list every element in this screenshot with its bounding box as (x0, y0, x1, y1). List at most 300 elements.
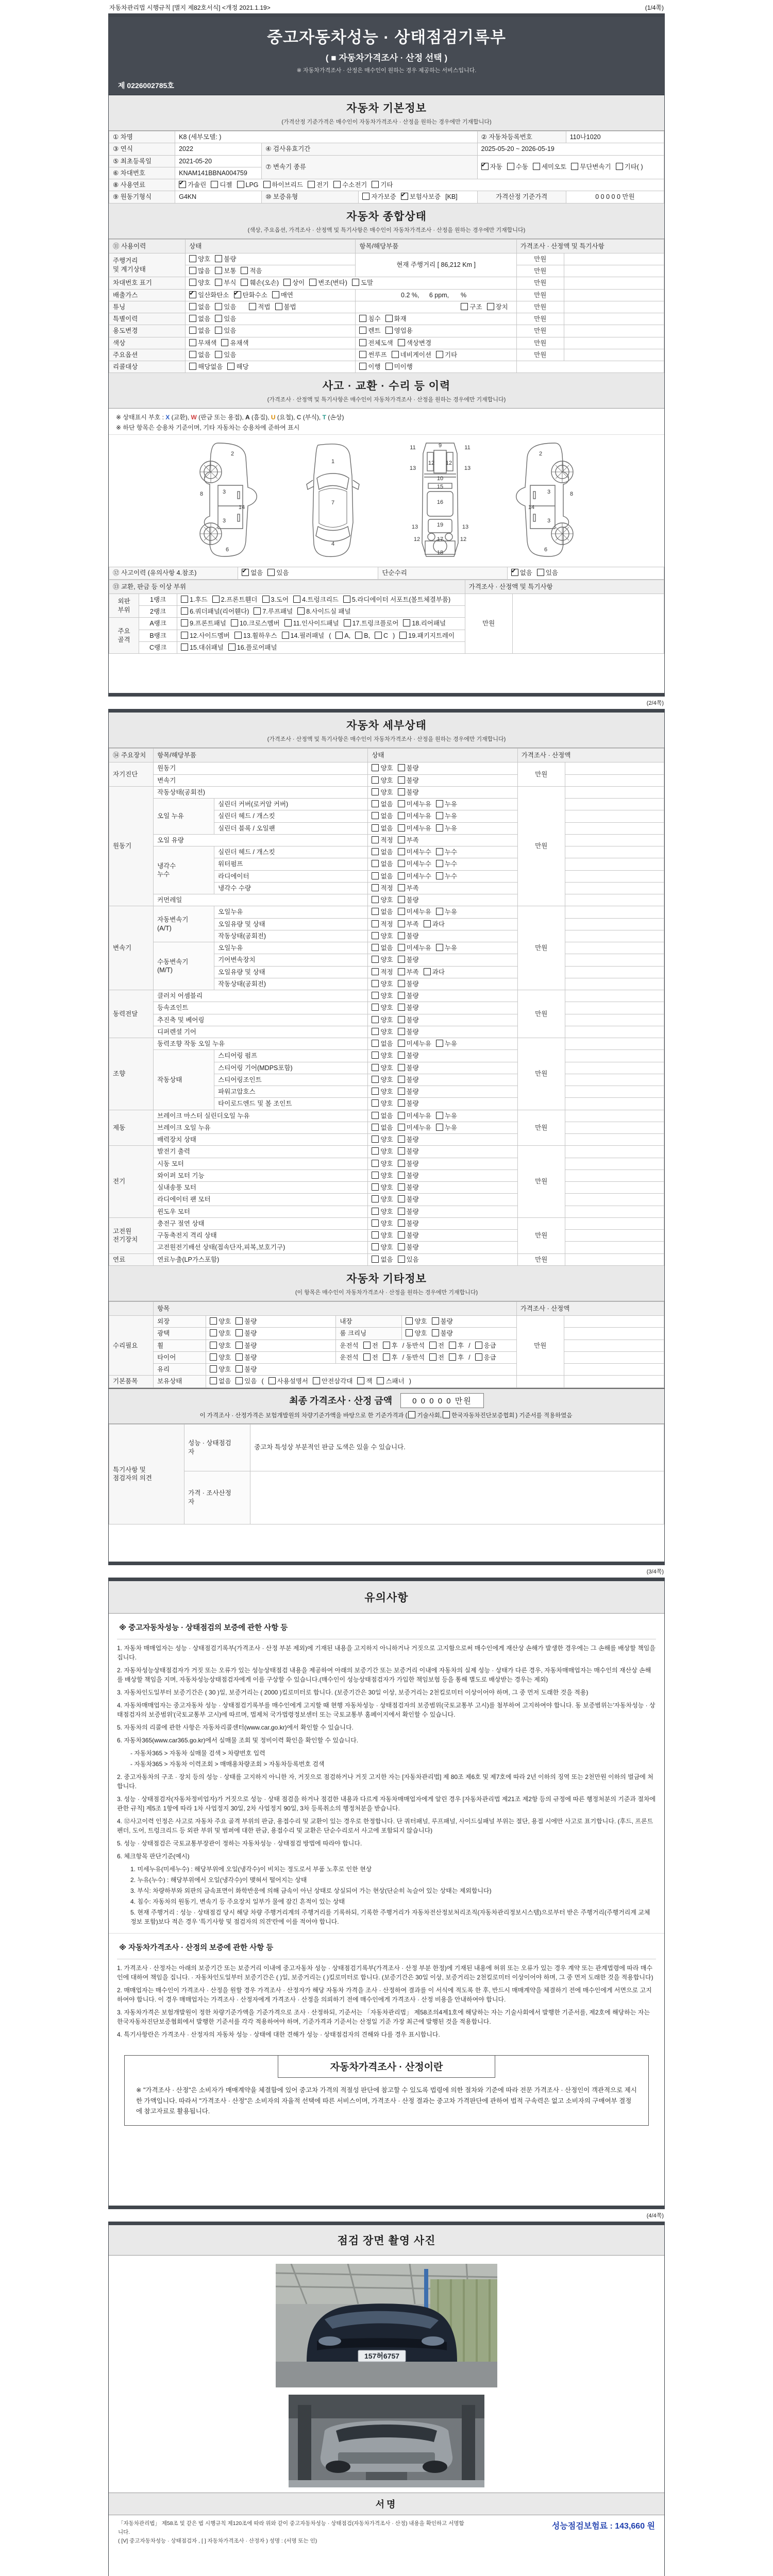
checkbox[interactable] (372, 1147, 379, 1155)
checkbox[interactable] (398, 956, 405, 963)
checkbox[interactable] (398, 1124, 405, 1131)
checkbox[interactable] (309, 279, 316, 286)
checkbox[interactable] (352, 279, 359, 286)
checkbox[interactable] (398, 1099, 405, 1107)
checkbox[interactable] (398, 1243, 405, 1250)
cell: 타이어 (154, 1351, 206, 1363)
checkbox-option (398, 339, 431, 347)
checkbox[interactable] (372, 1099, 379, 1107)
checkbox[interactable] (398, 920, 405, 927)
checkbox[interactable] (234, 291, 241, 298)
checkbox[interactable] (362, 193, 369, 200)
checkbox[interactable] (398, 1147, 405, 1155)
checkbox[interactable] (406, 1317, 413, 1325)
checkbox-label: 16.플로어패널 (237, 643, 277, 651)
checkbox[interactable] (372, 1064, 379, 1071)
checkbox[interactable] (383, 1353, 390, 1361)
checkbox[interactable] (398, 1195, 405, 1202)
checkbox[interactable] (372, 1028, 379, 1035)
checkbox[interactable] (436, 812, 443, 819)
checkbox-label: 사용설명서 (277, 1378, 309, 1385)
cell: 용도변경 (109, 325, 186, 337)
checkbox[interactable] (372, 1004, 379, 1011)
photos-band (109, 2225, 664, 2256)
cell (565, 882, 664, 894)
checkbox[interactable] (189, 291, 196, 298)
checkbox[interactable] (429, 1353, 436, 1361)
checkbox[interactable] (210, 1377, 217, 1384)
checkbox[interactable] (372, 1088, 379, 1095)
checkbox[interactable] (189, 339, 196, 346)
checkbox[interactable] (571, 163, 578, 170)
checkbox[interactable] (372, 1243, 379, 1250)
checkbox[interactable] (263, 181, 271, 188)
checkbox-option (398, 1028, 419, 1036)
checkbox[interactable] (215, 267, 222, 274)
cell (564, 289, 664, 301)
checkbox[interactable] (372, 884, 379, 891)
notice-item: 3. 성능 · 상태점검자(자동차정비업자)가 거짓으로 성능 · 상태 점검을 하거나 점검한 내용과 다르게 자동차매매업자에게 알린 경우 [자동차관리법 제21조 제2항 등의 규정에 따른 행정처분의 기준과 절차에 관한 규칙] 제5조 1항에 따라 1차 사업정지 30일, 2차 사업정지 90일, 3차 등록취소의 행정처분을 받습니다. (117, 1795, 656, 1812)
checkbox[interactable] (398, 1016, 405, 1023)
checkbox[interactable] (355, 632, 362, 639)
checkbox[interactable] (398, 1004, 405, 1011)
checkbox[interactable] (236, 1365, 243, 1372)
checkbox-label: 누유 (444, 1112, 458, 1120)
checkbox-option (355, 632, 370, 640)
checkbox[interactable] (215, 303, 222, 310)
checkbox[interactable] (241, 267, 248, 274)
text-token: 이 가격조사 · 산정가격은 보험개발원의 차량기준가액을 바탕으로 한 기준가격과 ( (199, 1412, 408, 1419)
checkbox-option (533, 163, 566, 171)
checkbox[interactable] (359, 315, 366, 322)
checkbox[interactable] (210, 1353, 217, 1361)
checkbox[interactable] (398, 1112, 405, 1119)
checkbox[interactable] (424, 968, 431, 975)
basic-info-title: 자동차 기본정보 (346, 103, 427, 114)
checkbox[interactable] (398, 1064, 405, 1071)
checkbox[interactable] (372, 181, 379, 188)
cell: 작동상태(공회전) (154, 786, 368, 798)
checkbox[interactable] (181, 596, 188, 603)
cell: 제동 (109, 1110, 154, 1146)
checkbox-label: 없음 (380, 872, 393, 880)
checkbox[interactable] (181, 632, 188, 639)
checkbox-option (398, 860, 431, 868)
checkbox[interactable] (449, 1342, 456, 1349)
checkbox[interactable] (537, 569, 544, 576)
checkbox[interactable] (236, 1317, 243, 1325)
rule-reference: 자동차관리법 시행규칙 [별지 제82호서식] <개정 2021.1.19> (109, 4, 271, 11)
checkbox[interactable] (372, 1124, 379, 1131)
checkbox[interactable] (408, 1411, 415, 1418)
checkbox[interactable] (399, 632, 407, 639)
checkbox[interactable] (377, 1377, 384, 1384)
checkbox[interactable] (372, 872, 379, 879)
checkbox[interactable] (372, 968, 379, 975)
text-token: 6 ppm, (424, 291, 449, 299)
checkbox[interactable] (398, 1183, 405, 1191)
checkbox[interactable] (210, 1329, 217, 1336)
checkbox[interactable] (436, 848, 443, 855)
legend-segment: ※ 상태표시 부호 : (116, 414, 166, 421)
checkbox[interactable] (475, 1342, 482, 1349)
checkbox[interactable] (333, 181, 341, 188)
checkbox[interactable] (507, 163, 514, 170)
checkbox-label: 전기 (316, 181, 329, 189)
cell: 0 0 0 0 0 만원 (566, 191, 664, 203)
checkbox[interactable] (189, 279, 196, 286)
checkbox[interactable] (210, 1365, 217, 1372)
checkbox[interactable] (335, 632, 343, 639)
checkbox-option (436, 812, 457, 820)
checkbox[interactable] (616, 163, 623, 170)
checkbox[interactable] (272, 291, 279, 298)
checkbox[interactable] (398, 1208, 405, 1215)
checkbox[interactable] (189, 303, 196, 310)
form-table (109, 1424, 664, 1524)
checkbox[interactable] (449, 1353, 456, 1361)
checkbox[interactable] (424, 920, 431, 927)
checkbox-label: 부족 (406, 920, 419, 928)
checkbox[interactable] (275, 303, 282, 310)
checkbox[interactable] (398, 1160, 405, 1167)
cell (564, 301, 664, 313)
checkbox[interactable] (372, 1256, 379, 1263)
checkbox[interactable] (249, 303, 256, 310)
cell: 연료누출(LP가스포함) (154, 1253, 368, 1265)
page-number-4: (4/4쪽) (646, 2213, 664, 2219)
table-row (109, 337, 664, 349)
checkbox[interactable] (372, 1231, 379, 1239)
checkbox[interactable] (363, 1353, 371, 1361)
checkbox[interactable] (383, 1342, 390, 1349)
table-row (109, 1351, 664, 1363)
cell (186, 265, 356, 277)
checkbox[interactable] (372, 824, 379, 832)
checkbox[interactable] (436, 351, 443, 358)
checkbox[interactable] (242, 569, 249, 576)
checkbox-option (210, 1329, 231, 1337)
checkbox-label: 화재 (394, 315, 407, 323)
checkbox[interactable] (398, 1219, 405, 1227)
checkbox-option (189, 291, 229, 299)
checkbox[interactable] (372, 800, 379, 807)
cell (565, 822, 664, 834)
checkbox[interactable] (359, 363, 366, 370)
checkbox[interactable] (215, 255, 222, 262)
checkbox[interactable] (375, 632, 382, 639)
cell (565, 1230, 664, 1242)
checkbox[interactable] (398, 776, 405, 784)
checkbox-option (398, 848, 431, 856)
cell (250, 1471, 664, 1524)
checkbox[interactable] (487, 303, 494, 310)
checkbox[interactable] (406, 1329, 413, 1336)
cell (368, 1050, 517, 1062)
checkbox[interactable] (283, 279, 291, 286)
checkbox[interactable] (372, 944, 379, 951)
checkbox[interactable] (481, 163, 489, 170)
checkbox[interactable] (385, 327, 393, 334)
table-row (109, 906, 664, 918)
checkbox-option (398, 1088, 419, 1096)
checkbox[interactable] (297, 607, 305, 615)
cell: 항목 (154, 1301, 517, 1315)
checkbox[interactable] (511, 569, 518, 576)
checkbox-label: 불량 (406, 1172, 419, 1179)
checkbox-label: 기타( ) (624, 163, 643, 171)
checkbox[interactable] (372, 1195, 379, 1202)
checkbox[interactable] (392, 351, 399, 358)
checkbox[interactable] (189, 351, 196, 358)
checkbox[interactable] (398, 884, 405, 891)
checkbox[interactable] (236, 1329, 243, 1336)
table-row (109, 1206, 664, 1217)
checkbox[interactable] (398, 836, 405, 843)
cell (565, 1050, 664, 1062)
checkbox[interactable] (436, 824, 443, 832)
checkbox[interactable] (357, 1377, 364, 1384)
checkbox[interactable] (372, 1172, 379, 1179)
checkbox[interactable] (308, 181, 315, 188)
checkbox[interactable] (372, 1208, 379, 1215)
license-plate: 157허6757 (364, 2352, 400, 2360)
checkbox[interactable] (398, 1256, 405, 1263)
checkbox[interactable] (313, 1377, 320, 1384)
checkbox-label: 많음 (198, 267, 211, 275)
checkbox[interactable] (436, 1124, 443, 1131)
table-row (109, 1316, 664, 1328)
cell (177, 630, 465, 641)
checkbox[interactable] (189, 363, 196, 370)
checkbox[interactable] (398, 1076, 405, 1083)
checkbox[interactable] (262, 596, 270, 603)
checkbox[interactable] (181, 643, 188, 651)
checkbox[interactable] (372, 1183, 379, 1191)
checkbox[interactable] (533, 163, 540, 170)
checkbox[interactable] (211, 181, 218, 188)
checkbox[interactable] (398, 788, 405, 795)
checkbox[interactable] (398, 1136, 405, 1143)
checkbox[interactable] (293, 596, 300, 603)
checkbox[interactable] (398, 1040, 405, 1047)
checkbox[interactable] (398, 944, 405, 951)
checkbox[interactable] (398, 908, 405, 915)
checkbox[interactable] (231, 619, 238, 626)
checkbox-option (263, 181, 303, 189)
checkbox[interactable] (398, 980, 405, 987)
checkbox[interactable] (372, 1016, 379, 1023)
checkbox[interactable] (215, 279, 222, 286)
cell (368, 1217, 517, 1229)
text-token: 0.2 %, (401, 291, 419, 299)
checkbox[interactable] (210, 1342, 217, 1349)
checkbox[interactable] (359, 339, 366, 346)
checkbox[interactable] (398, 764, 405, 771)
checkbox-label: 1.후드 (190, 596, 208, 603)
checkbox[interactable] (372, 1040, 379, 1047)
checkbox[interactable] (372, 1219, 379, 1227)
checkbox[interactable] (372, 764, 379, 771)
checkbox[interactable] (436, 1040, 443, 1047)
checkbox[interactable] (475, 1353, 482, 1361)
checkbox-option (429, 1353, 444, 1362)
checkbox[interactable] (372, 1136, 379, 1143)
checkbox-option (189, 267, 210, 275)
checkbox[interactable] (372, 1076, 379, 1083)
checkbox[interactable] (443, 1411, 450, 1418)
cell: 조향 (109, 1038, 154, 1110)
checkbox[interactable] (210, 1317, 217, 1325)
cell (336, 1351, 516, 1363)
checkbox[interactable] (359, 327, 366, 334)
checkbox-label: 18.리어패널 (412, 620, 446, 628)
checkbox[interactable] (268, 1377, 276, 1384)
checkbox[interactable] (398, 1231, 405, 1239)
checkbox[interactable] (189, 315, 196, 322)
checkbox[interactable] (372, 956, 379, 963)
checkbox[interactable] (344, 619, 351, 626)
table-row (109, 253, 664, 265)
notice-item: 6. 체크항목 판단기준(예시) (117, 1853, 190, 1860)
checkbox[interactable] (179, 181, 186, 188)
checkbox[interactable] (398, 1088, 405, 1095)
checkbox-option (398, 1064, 419, 1072)
cell: 만원 (517, 762, 565, 787)
checkbox[interactable] (436, 860, 443, 867)
checkbox[interactable] (181, 619, 188, 626)
checkbox[interactable] (398, 1172, 405, 1179)
checkbox[interactable] (461, 303, 468, 310)
checkbox[interactable] (215, 315, 222, 322)
checkbox-label: 일산화탄소 (198, 291, 229, 299)
checkbox[interactable] (398, 992, 405, 999)
checkbox[interactable] (429, 1342, 436, 1349)
checkbox[interactable] (221, 339, 228, 346)
checkbox[interactable] (385, 363, 393, 370)
checkbox[interactable] (398, 1052, 405, 1059)
checkbox-option (227, 363, 248, 371)
checkbox[interactable] (372, 788, 379, 795)
cell (565, 1242, 664, 1253)
checkbox[interactable] (215, 327, 222, 334)
checkbox[interactable] (436, 944, 443, 951)
checkbox[interactable] (432, 1329, 439, 1336)
checkbox[interactable] (436, 908, 443, 915)
checkbox[interactable] (401, 193, 408, 200)
checkbox[interactable] (189, 327, 196, 334)
text-token: / 동반석 (402, 1353, 425, 1361)
cell (186, 277, 517, 289)
checkbox[interactable] (363, 1342, 371, 1349)
form-table (109, 567, 664, 579)
checkbox[interactable] (372, 908, 379, 915)
checkbox[interactable] (212, 596, 220, 603)
checkbox-label: 누유 (444, 801, 458, 808)
checkbox[interactable] (372, 920, 379, 927)
checkbox-label: 없음 (519, 569, 532, 577)
checkbox[interactable] (398, 848, 405, 855)
checkbox-option (398, 1112, 431, 1120)
cell: 등속죠인트 (154, 1002, 368, 1014)
checkbox[interactable] (372, 932, 379, 939)
checkbox-option (372, 1136, 393, 1144)
checkbox[interactable] (241, 279, 248, 286)
checkbox-label: 양호 (380, 1172, 393, 1179)
checkbox-option (398, 1016, 419, 1024)
checkbox[interactable] (372, 980, 379, 987)
checkbox[interactable] (436, 872, 443, 879)
checkbox[interactable] (372, 848, 379, 855)
checkbox[interactable] (372, 1112, 379, 1119)
checkbox[interactable] (372, 776, 379, 784)
checkbox-option (398, 824, 431, 833)
checkbox[interactable] (267, 569, 275, 576)
checkbox[interactable] (372, 992, 379, 999)
checkbox[interactable] (436, 1112, 443, 1119)
checkbox[interactable] (398, 896, 405, 903)
checkbox[interactable] (398, 860, 405, 867)
checkbox[interactable] (236, 1342, 243, 1349)
checkbox[interactable] (372, 836, 379, 843)
final-amount-value: 0 0 0 0 0 만원 (400, 1393, 484, 1408)
diagram-number: 13 (411, 524, 418, 531)
final-amount-note (114, 1411, 659, 1419)
checkbox[interactable] (398, 872, 405, 879)
cell (402, 1316, 516, 1328)
checkbox[interactable] (385, 315, 393, 322)
checkbox[interactable] (398, 1028, 405, 1035)
checkbox-label: 없음 (380, 1124, 393, 1131)
checkbox-label: 적정 (380, 968, 393, 976)
table-row (109, 1110, 664, 1122)
cell (565, 1014, 664, 1026)
checkbox[interactable] (398, 812, 405, 819)
checkbox[interactable] (254, 607, 261, 615)
checkbox[interactable] (398, 800, 405, 807)
checkbox[interactable] (189, 255, 196, 262)
checkbox[interactable] (359, 351, 366, 358)
checkbox[interactable] (236, 1353, 243, 1361)
table-row (109, 1026, 664, 1038)
checkbox[interactable] (372, 896, 379, 903)
checkbox[interactable] (403, 619, 410, 626)
checkbox[interactable] (372, 1160, 379, 1167)
checkbox[interactable] (189, 267, 196, 274)
checkbox[interactable] (343, 596, 350, 603)
checkbox[interactable] (237, 181, 244, 188)
checkbox[interactable] (372, 812, 379, 819)
checkbox[interactable] (398, 339, 405, 346)
checkbox[interactable] (282, 632, 289, 639)
checkbox[interactable] (432, 1317, 439, 1325)
checkbox[interactable] (181, 607, 188, 615)
checkbox[interactable] (372, 1052, 379, 1059)
checkbox[interactable] (234, 632, 242, 639)
checkbox[interactable] (398, 932, 405, 939)
checkbox[interactable] (436, 800, 443, 807)
checkbox[interactable] (236, 1377, 243, 1384)
checkbox[interactable] (398, 968, 405, 975)
checkbox[interactable] (228, 643, 236, 651)
checkbox[interactable] (398, 824, 405, 832)
cell: 충전구 절연 상태 (154, 1217, 368, 1229)
legend-segment: (부식), (301, 414, 323, 421)
checkbox[interactable] (227, 363, 234, 370)
checkbox[interactable] (215, 351, 222, 358)
checkbox[interactable] (372, 860, 379, 867)
checkbox[interactable] (284, 619, 292, 626)
